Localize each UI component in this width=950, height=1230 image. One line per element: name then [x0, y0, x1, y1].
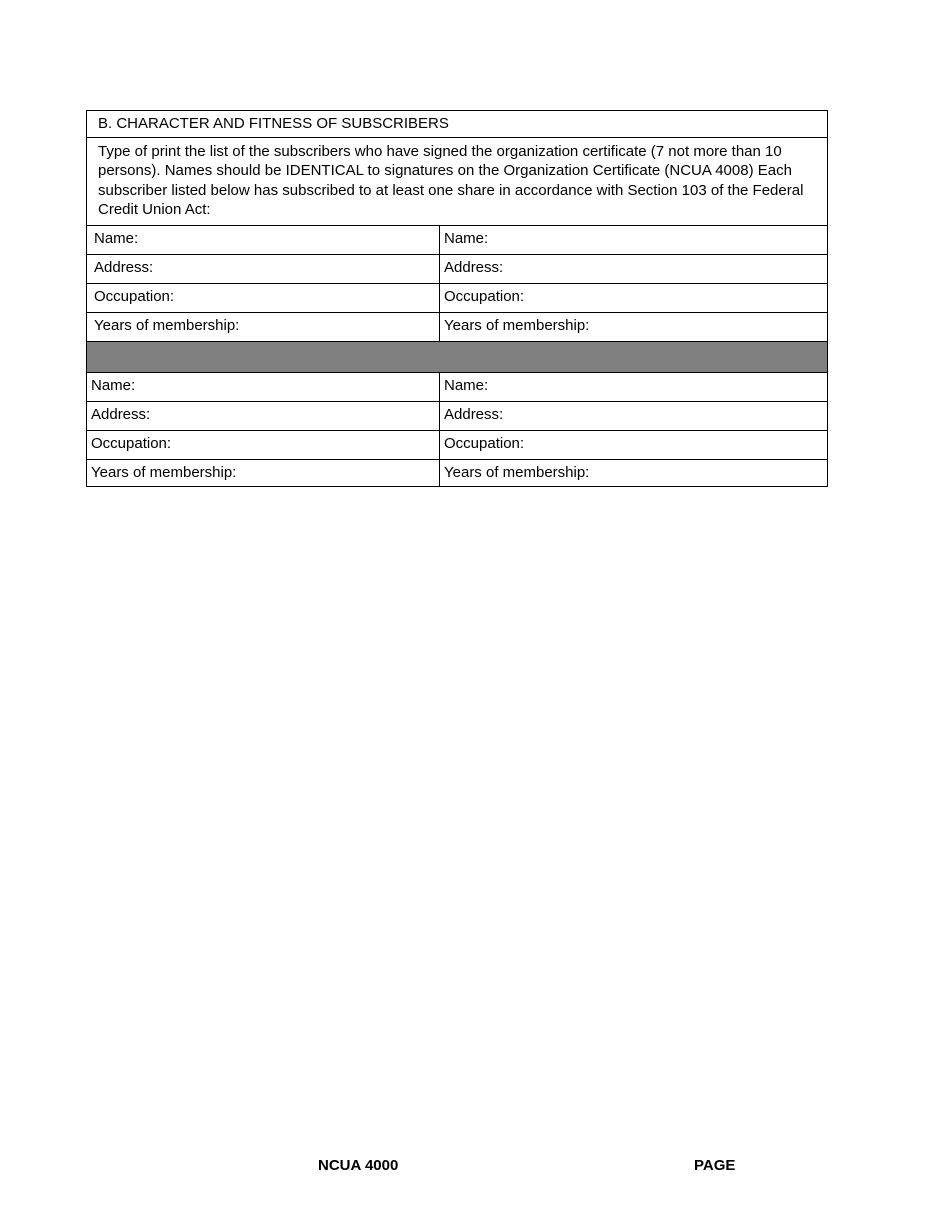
occupation-row	[87, 284, 827, 313]
name-row	[87, 373, 827, 402]
subscriber-1-years-field[interactable]: Years of membership:	[87, 313, 440, 341]
occupation-row	[87, 431, 827, 460]
subscriber-4-years-field[interactable]: Years of membership:	[444, 464, 590, 482]
subscriber-2-address-field[interactable]: Address:	[444, 259, 504, 277]
subscriber-4-occupation-field[interactable]: Occupation:	[444, 435, 525, 453]
subscriber-1-occupation-field[interactable]: Occupation:	[87, 284, 440, 312]
instructions-text: Type of print the list of the subscribers who have signed the organization certificate (7 not more than 10 persons). Names should be IDENTICAL to signatures on the Organization Certificate (NCUA 4008) Each subscriber listed below has subscribed to at least one share in accordance with Section 103 of the Federal Credit Union Act:	[87, 138, 827, 226]
subscriber-3-name-field[interactable]: Name:	[87, 373, 440, 401]
subscribers-form	[86, 110, 828, 487]
address-row	[87, 402, 827, 431]
subscriber-2-name-field[interactable]: Name:	[444, 230, 489, 248]
gray-separator-bar	[87, 342, 827, 373]
subscriber-group-2	[87, 373, 827, 487]
years-row	[87, 313, 827, 342]
subscriber-2-occupation-field[interactable]: Occupation:	[444, 288, 525, 306]
address-row	[87, 255, 827, 284]
subscriber-group-1	[87, 226, 827, 342]
subscriber-4-address-field[interactable]: Address:	[444, 406, 504, 424]
subscriber-3-occupation-field[interactable]: Occupation:	[87, 431, 440, 459]
footer-page-label: PAGE	[694, 1157, 736, 1174]
subscriber-1-address-field[interactable]: Address:	[87, 255, 440, 283]
footer-form-number: NCUA 4000	[318, 1157, 399, 1174]
subscriber-3-address-field[interactable]: Address:	[87, 402, 440, 430]
subscriber-4-name-field[interactable]: Name:	[444, 377, 489, 395]
name-row	[87, 226, 827, 255]
years-row	[87, 460, 827, 487]
subscriber-1-name-field[interactable]: Name:	[87, 226, 440, 254]
subscriber-3-years-field[interactable]: Years of membership:	[87, 460, 440, 486]
subscriber-2-years-field[interactable]: Years of membership:	[444, 317, 590, 335]
section-title: B. CHARACTER AND FITNESS OF SUBSCRIBERS	[87, 111, 827, 138]
